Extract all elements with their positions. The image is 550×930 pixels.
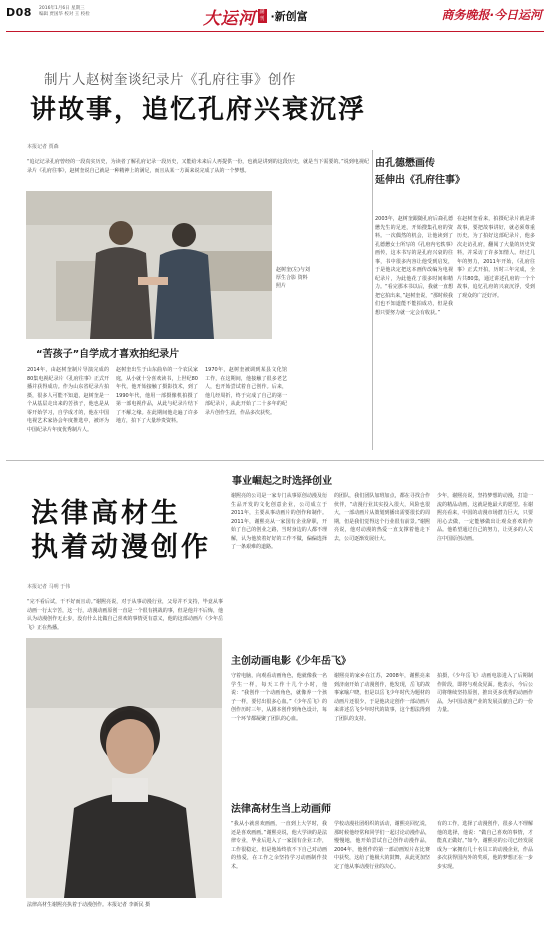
- article2-headline-line1: 法律高材生: [31, 498, 181, 529]
- article2-photo-caption: 法律高材生谢熙亮执着于动漫创作。本报记者 李新民 摄: [27, 902, 151, 908]
- article1-col1: 2014年，由赵树奎制片导演完成的80集电视纪录片《孔府往事》正式开播并获得成功。作为山东省纪录片拍摄，很多人可能不知道，赵树奎是一个从基层走出来的苦孩子，他也是从零开始学习，自学成才的，他在中国电视艺术家协会年度推选中，被评为中国纪录片年度优秀制片人。: [27, 367, 109, 433]
- article1-photo: [26, 191, 272, 339]
- article1-kicker: 制片人赵树奎谈纪录片《孔府往事》创作: [44, 72, 296, 88]
- article1-col2: 赵树奎出生于山东曲阜的一个农民家庭，从小就十分喜欢读书，上世纪80年代，他开始接触了摄影技术，到了1990年代，他用一部摄像机拍摄了第一部电视作品，从此与纪录片结下了不解之缘。在此期间他走遍了许多地方，拍下了大量珍贵资料。: [116, 367, 198, 424]
- article2-section1-col1: 谢熙亮的公司是一家专门从事原创动漫及衍生品开发的文化创意企业，公司成立于2011年，主要从事动画片的创作和制作。2011年，谢熙亮从一家国有企业辞职，开始了自己的创业之路，当时身边的人都不理解，认为他放着好好的工作不做，偏偏选择了一条艰难的道路。: [231, 493, 327, 550]
- logo-sub-text: ·新创富: [270, 10, 308, 23]
- article-divider: [6, 460, 544, 461]
- article2-byline: 本报记者 马明 于伟: [27, 584, 71, 590]
- article2-lead: “完不看后试，干不好而且动。”谢熙亮说，对于从事动漫行业，父母并不支持，毕竟从事动画一行太辛苦，这一行，动漫动画原创一直是一个很有挑战的事，但是他并不后悔，他认为动漫创作无止步，没有什么比做自己喜欢的事情更有意义，他的这部动画片《少年岳飞》正在热播。: [27, 599, 223, 631]
- logo-main-text: 大运河: [203, 8, 256, 29]
- sidebar-title-line2: 延伸出《孔府往事》: [375, 175, 465, 186]
- article2-photo: [26, 638, 222, 898]
- page-number: D08: [6, 6, 32, 19]
- section-logo: [203, 2, 308, 30]
- article2-section3-col1: “我从小就喜欢画画，一直到上大学时，我还是喜欢画画。”谢熙亮说，他大学读的是法律专业，毕业后进入了一家国有企业工作，工作很稳定，但是他始终放不下自己对动画的热爱，在工作之余坚持学习动画制作技术。: [231, 821, 327, 870]
- article1-photo-caption: 赵树奎(左)与刘厚生合影 资料照片: [276, 267, 310, 289]
- page-date: 2016年1月6日 星期三: [39, 6, 85, 11]
- sidebar-col1: 2003年，赵树奎跟随孔府后裔孔德懋先生的足迹，开始搜集孔府的资料。一次偶然的机会，让他读到了孔德懋女士所写的《孔府内宅轶事》画传，这本书写的是孔府兴衰的往事，书中很多内容让他受到启发，于是他决定把这本画传改编为电视纪录片，为此他花了很多时间和精力。“看完那本书以后，我就一直想把它拍出来，”赵树奎说，“那时候我们也不知道能不能拍成功，但是我想只要努力就一定会有收获。”: [375, 216, 453, 316]
- page-meta: [39, 6, 90, 18]
- article2-headline: [31, 497, 211, 565]
- handshake-photo-image: [26, 191, 272, 339]
- article1-headline: 讲故事，追忆孔府兴衰沉浮: [30, 95, 367, 125]
- article2-section2-col3: 拍摄，《少年岳飞》动画电影进入了后期制作阶段，即将与观众见面。他表示，今后公司将继续坚持原创，推出更多优秀的动画作品，为中国动漫产业的发展贡献自己的一份力量。: [437, 673, 533, 713]
- page-editors: 编辑 贾国华 校对 王 校检: [39, 12, 90, 17]
- article2-section1-head: 事业崛起之时选择创业: [232, 476, 332, 487]
- article2-section2-col1: 守着电脑，向观看动画角色，他就像我一名学生一样，每天工作十几个小时，他说：“我创作一个动画角色，就像养一个孩子一样，要付出很多心血。”《少年岳飞》的创作历时三年，从剧本创作到角色设计，每一个环节都凝聚了团队的心血。: [231, 673, 327, 722]
- article2-section3-col2: 学校动漫社团组织的活动，谢熙亮回忆说，那时候他经常和同学们一起讨论动漫作品，慢慢地，他开始尝试自己创作动漫作品，2004年，他创作的第一部动画短片在比赛中获奖，这给了他极大的鼓舞，从此更加坚定了他从事动漫行业的决心。: [334, 821, 430, 870]
- article1-byline: 本报记者 贾森: [27, 144, 59, 150]
- header-rule: [6, 31, 544, 32]
- article2-headline-line2: 执着动漫创作: [31, 532, 211, 563]
- sidebar-title-line1: 由孔德懋画传: [375, 158, 435, 169]
- article2-section1-col2: 的团队，我们团队加班加点，都在寻找合作伙伴，“动漫行业其实投入很大，风险也很大，一部动画片从策划到播出需要很长的周期，但是我们觉得这个行业很有前景。”谢熙亮说，他对动漫的热爱一直支撑着他走下去，公司逐渐发展壮大。: [334, 493, 430, 542]
- article2-section3-head: 法律高材生当上动画师: [231, 804, 331, 815]
- article1-subhead: “苦孩子”自学成才喜欢拍纪录片: [36, 349, 180, 360]
- sidebar-col2: 在赵树奎看来，拍摄纪录片就是讲故事，要把故事讲好，就必须尊重历史。为了拍好这部纪录片，他多次走访孔府，翻阅了大量的历史资料，并采访了许多知情人。经过几年的努力，2011年开始，《孔府往事》正式开拍，历时三年完成，全片共80集，通过讲述孔府的一个个故事，追忆孔府的兴衰沉浮，受到了观众的广泛好评。: [457, 216, 535, 299]
- article1-lead: “追记记录孔府曾经的一段真实历史，为读者了解孔府记录一段历史，又能给未来后人再提供一份，也就是讲到的这段历史，就是当下需要的。”说到电视纪录片《孔府往事》，赵树奎说自己就是一种精神上的满足，而且从某一方面来说完成了从的一个梦想。: [27, 159, 369, 174]
- masthead: 商务晚报·今日运河: [441, 8, 542, 22]
- article2-section3-col3: 有的工作，选择了动漫创作，很多人不理解他的选择，他说：“做自己喜欢的事情，才能真正做好。”如今，谢熙亮的公司已经发展成为一家拥有几十名员工的动漫企业，作品多次获得国内外的奖项，他的梦想正在一步步实现。: [437, 821, 533, 870]
- article2-section2-col2: 谢熙亮的家乡在江苏，2008年，谢熙亮来到济南开始了动漫创作，他发现，岳飞的故事家喻户晓，但是以岳飞少年时代为题材的动画片还很少，于是他决定创作一部动画片来讲述岳飞少年时代的故事，这个想法得到了团队的支持。: [334, 673, 430, 722]
- logo-badge: 副刊: [259, 9, 265, 22]
- article1-col3: 1970年，赵树奎被调到某县文化馆工作，在这期间，他接触了很多老艺人，也开始尝试着自己创作。后来，他几经周折，终于完成了自己的第一部纪录片，从此开始了二十多年的纪录片创作生涯，作品多次获奖。: [205, 367, 287, 416]
- sidebar-title: [375, 155, 465, 189]
- animator-portrait-image: [26, 638, 222, 898]
- article2-section1-col3: 少年，谢熙亮说，坚持梦想的动漫，打造一流的精品动画，这就是他最大的愿望。在谢熙亮看来，中国的动漫市场潜力巨大，只要用心去做，一定能够做出让观众喜欢的作品。他希望通过自己的努力，让更多的人关注中国原创动画。: [437, 493, 533, 542]
- column-divider: [372, 150, 373, 450]
- article2-section2-head: 主创动画电影《少年岳飞》: [231, 656, 351, 667]
